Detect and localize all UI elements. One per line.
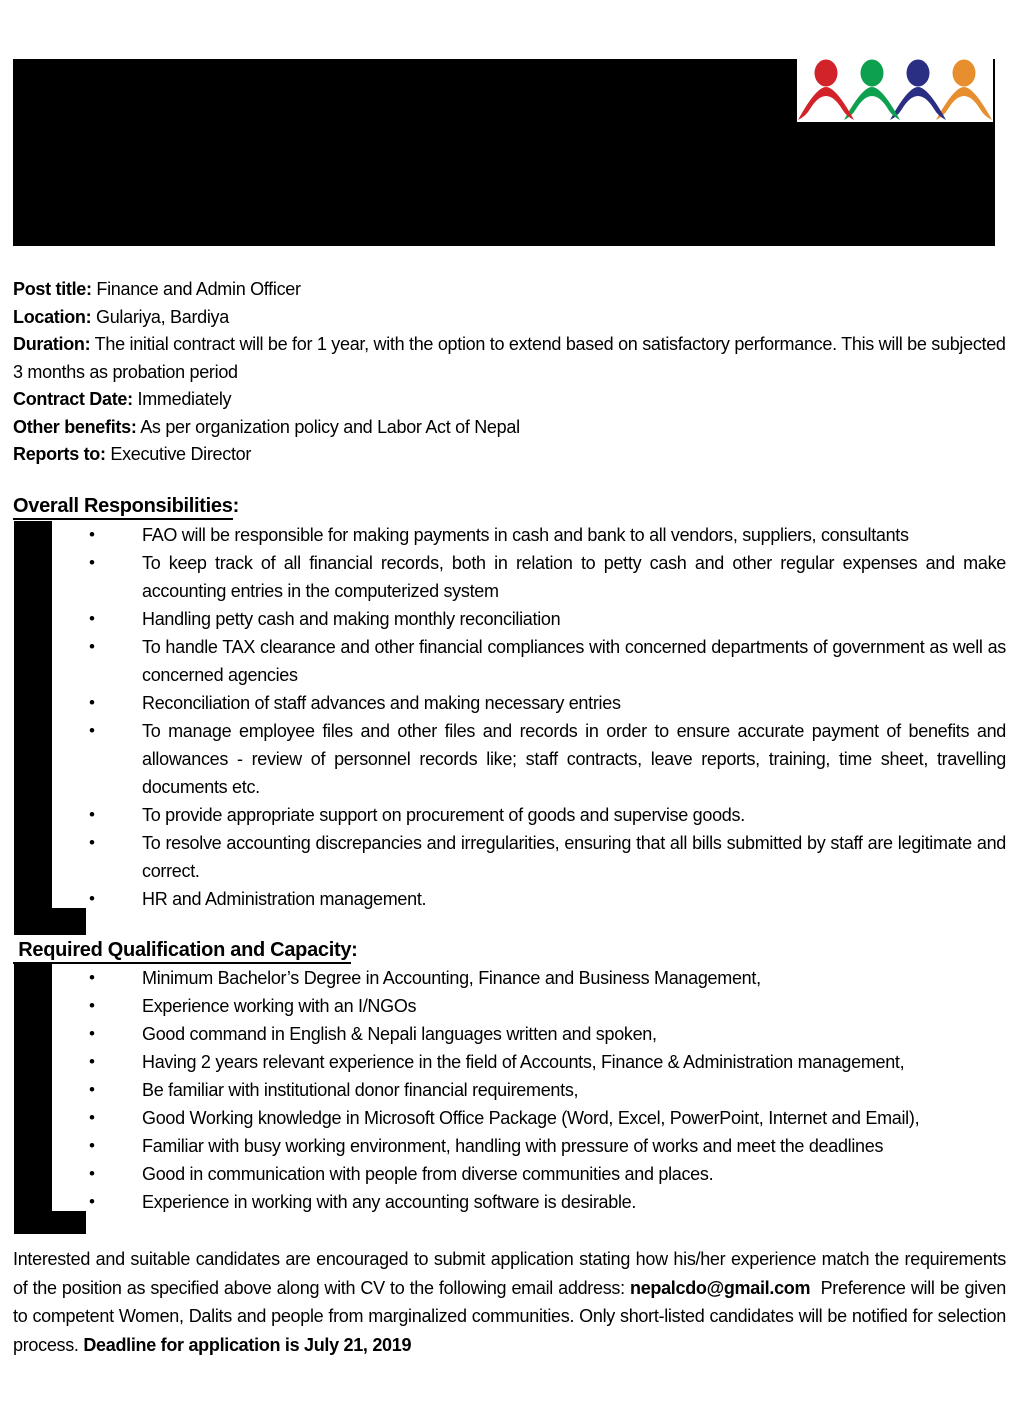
detail-row-reports-to — [13, 441, 1006, 469]
heading-underline-text: Required Qualification and Capacity — [13, 939, 351, 964]
closing-text: Interested and suitable candidates are encouraged to submit application stating how his/her experience match the requirements of the position as specified above along with CV to the following email address: — [13, 1249, 1006, 1298]
detail-label: Post title: — [13, 279, 92, 299]
list-item — [13, 1104, 1006, 1132]
list-item — [13, 633, 1006, 689]
list-item — [13, 1132, 1006, 1160]
item-text: To provide appropriate support on procurement of goods and supervise goods. — [142, 805, 745, 825]
detail-label: Location: — [13, 306, 92, 327]
list-item — [13, 689, 1006, 717]
item-text: Reconciliation of staff advances and making necessary entries — [142, 693, 621, 713]
closing-text: Preference will be given to competent Women, Dalits and people from marginalized communities. Only short-listed candidates will be notified for selection process. — [13, 1277, 1006, 1355]
detail-row-location — [13, 304, 1006, 332]
list-item — [13, 1020, 1006, 1048]
list-item — [13, 605, 1006, 633]
bullet-icon: • — [89, 553, 95, 572]
bullet-icon: • — [89, 996, 95, 1015]
item-text: Having 2 years relevant experience in the field of Accounts, Finance & Administration management, — [142, 1052, 905, 1072]
bullet-icon: • — [89, 1108, 95, 1127]
detail-value: Immediately — [132, 389, 232, 409]
detail-value: Finance and Admin Officer — [91, 279, 301, 299]
list-item — [13, 964, 1006, 992]
item-text: Experience in working with any accounting software is desirable. — [142, 1192, 637, 1212]
detail-row-other-benefits — [13, 414, 1006, 442]
list-item — [13, 549, 1006, 605]
bullet-icon: • — [89, 1192, 95, 1211]
bullet-icon: • — [89, 721, 95, 740]
bullet-icon: • — [89, 1136, 95, 1155]
item-text: Be familiar with institutional donor financial requirements, — [142, 1080, 579, 1100]
organization-logo — [797, 58, 993, 122]
item-text: To resolve accounting discrepancies and irregularities, ensuring that all bills submitted by staff are legitimate and correct. — [142, 833, 1006, 881]
responsibilities-list — [13, 521, 1006, 913]
list-item — [13, 885, 1006, 913]
bullet-icon: • — [89, 889, 95, 908]
post-details — [13, 276, 1006, 469]
bullet-icon: • — [89, 637, 95, 656]
list-item — [13, 829, 1006, 885]
item-text: To manage employee files and other files and records in order to ensure accurate payment of benefits and allowances - review of personnel records like; staff contracts, leave reports, training, time sheet, travelling documents etc. — [142, 721, 1006, 797]
detail-row-contract-date — [13, 386, 1006, 414]
detail-value: As per organization policy and Labor Act of Nepal — [136, 416, 520, 437]
section-heading-responsibilities — [13, 494, 239, 518]
list-item — [13, 521, 1006, 549]
item-text: Good command in English & Nepali languages written and spoken, — [142, 1024, 657, 1044]
detail-value: The initial contract will be for 1 year, with the option to extend based on satisfactory performance. This will be subjected 3 months as probation period — [13, 334, 1006, 382]
header-redacted-banner — [13, 59, 995, 246]
item-text: Good Working knowledge in Microsoft Office Package (Word, Excel, PowerPoint, Internet and Email), — [142, 1108, 920, 1128]
closing-paragraph — [13, 1245, 1006, 1359]
list-item — [13, 717, 1006, 801]
list-item — [13, 1160, 1006, 1188]
bullet-icon: • — [89, 525, 95, 544]
detail-label: Other benefits: — [13, 416, 137, 437]
person-figure-red — [798, 60, 854, 121]
list-item — [13, 1048, 1006, 1076]
section-heading-qualification — [13, 938, 358, 962]
bullet-icon: • — [89, 1164, 95, 1183]
detail-label: Reports to: — [13, 444, 106, 464]
list-item — [13, 1188, 1006, 1216]
detail-row-duration — [13, 331, 1006, 386]
bullet-icon: • — [89, 609, 95, 628]
item-text: Familiar with busy working environment, handling with pressure of works and meet the deadlines — [142, 1136, 884, 1156]
heading-colon: : — [232, 495, 239, 517]
list-item — [13, 801, 1006, 829]
people-logo-icon — [797, 58, 993, 122]
item-text: HR and Administration management. — [142, 889, 427, 909]
item-text: Handling petty cash and making monthly reconciliation — [142, 609, 561, 629]
bullet-icon: • — [89, 693, 95, 712]
bullet-icon: • — [89, 833, 95, 852]
detail-label: Duration: — [13, 334, 91, 354]
list-item — [13, 1076, 1006, 1104]
item-text: Experience working with an I/NGOs — [142, 996, 417, 1016]
heading-underline-text: Overall Responsibilities — [13, 495, 233, 520]
bullet-icon: • — [89, 805, 95, 824]
email-text: nepalcdo@gmail.com — [630, 1277, 811, 1298]
heading-colon: : — [351, 939, 358, 961]
bullet-icon: • — [89, 1024, 95, 1043]
item-text: To keep track of all financial records, both in relation to petty cash and other regular expenses and make accounting entries in the computerized system — [142, 553, 1006, 601]
detail-value: Executive Director — [105, 444, 252, 464]
item-text: FAO will be responsible for making payments in cash and bank to all vendors, suppliers, consultants — [142, 525, 909, 545]
bullet-icon: • — [89, 1080, 95, 1099]
person-figure-navy — [890, 60, 946, 121]
bullet-icon: • — [89, 968, 95, 987]
person-figure-orange — [936, 60, 992, 121]
detail-label: Contract Date: — [13, 389, 133, 409]
item-text: Minimum Bachelor’s Degree in Accounting, Finance and Business Management, — [142, 968, 761, 988]
list-item — [13, 992, 1006, 1020]
bullet-icon: • — [89, 1052, 95, 1071]
detail-value: Gulariya, Bardiya — [91, 306, 229, 327]
person-figure-green — [844, 60, 900, 121]
item-text: Good in communication with people from diverse communities and places. — [142, 1164, 714, 1184]
detail-row-post-title — [13, 276, 1006, 304]
item-text: To handle TAX clearance and other financial compliances with concerned departments of government as well as concerned agencies — [142, 637, 1006, 685]
deadline-text: Deadline for application is July 21, 2019 — [83, 1334, 412, 1355]
qualification-list — [13, 964, 1006, 1216]
